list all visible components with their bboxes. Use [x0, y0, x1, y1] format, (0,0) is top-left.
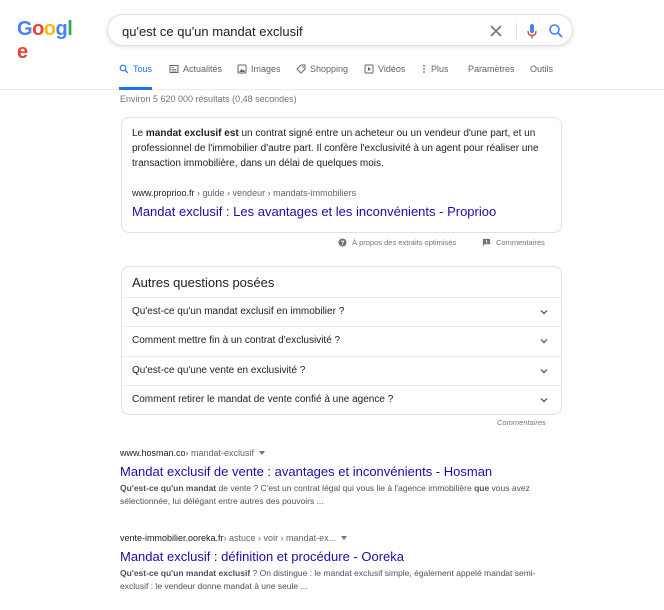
search-box [107, 14, 573, 46]
paa-question-text: Comment mettre fin à un contrat d'exclusivité ? [132, 335, 341, 346]
chevron-down-icon [539, 395, 549, 405]
search-icon [119, 64, 129, 74]
logo-letter: l [67, 18, 73, 40]
featured-text-rest: un contrat signé entre un acheteur ou un vendeur d'une part, et un professionnel de l'immobilier d'autre part. Il confère l'exclusivité à un agent pour réaliser une transaction immobilière, dans un délai de quelques mois. [132, 128, 539, 169]
search-tabs [119, 60, 659, 90]
paa-question-text: Qu'est-ce qu'un mandat exclusif en immobilier ? [132, 305, 345, 317]
more-vert-icon [421, 64, 427, 74]
result-description [120, 567, 540, 593]
featured-title-link[interactable]: Mandat exclusif : Les avantages et les inconvénients - Proprioo [132, 204, 497, 219]
chevron-down-icon [539, 366, 549, 376]
image-icon [237, 64, 247, 74]
desc-bold: que [474, 483, 490, 493]
tab-label: Vidéos [378, 64, 406, 74]
about-snippets-link[interactable] [338, 236, 456, 248]
tab-shopping[interactable] [296, 60, 348, 90]
google-logo[interactable] [17, 18, 77, 63]
tab-label: Outils [530, 64, 554, 74]
result-breadcrumb: › astuce › voir › mandat-ex... [223, 533, 337, 543]
featured-snippet [121, 117, 562, 233]
paa-question-text: Comment retirer le mandat de vente confié à une agence ? [132, 394, 394, 405]
logo-letter: G [17, 18, 33, 40]
microphone-icon[interactable] [522, 21, 542, 41]
result-title-link[interactable]: Mandat exclusif de vente : avantages et inconvénients - Hosman [120, 464, 493, 479]
logo-letter: o [43, 18, 56, 40]
help-icon [338, 238, 347, 247]
tab-parametres[interactable] [468, 60, 515, 90]
people-also-ask [121, 266, 562, 415]
logo-letter: o [32, 18, 44, 40]
snippet-feedback-link[interactable] [482, 236, 545, 248]
desc-text: ? On distingue : le mandat exclusif simple, également appelé mandat semi-exclusif : le vendeur donne mandat à une seule ... [120, 568, 536, 591]
paa-feedback-link[interactable]: Commentaires [497, 418, 546, 427]
search-divider [516, 23, 517, 39]
snippet-feedback-label: Commentaires [496, 237, 545, 247]
tab-plus[interactable] [421, 60, 449, 90]
logo-letter: e [17, 41, 28, 63]
about-snippets-label: À propos des extraits optimisés [352, 237, 457, 247]
paa-question-text: Qu'est-ce qu'une vente en exclusivité ? [132, 364, 306, 376]
featured-text-bold: mandat exclusif est [145, 128, 239, 139]
tag-icon [296, 64, 306, 74]
chevron-down-icon [539, 307, 549, 317]
tab-images[interactable] [237, 60, 281, 90]
paa-title: Autres questions posées [132, 275, 275, 290]
tab-label: Shopping [310, 64, 349, 74]
featured-text-start: Le [132, 128, 146, 139]
search-result [120, 531, 560, 593]
desc-bold: Qu'est-ce qu'un mandat exclusif [120, 568, 251, 578]
result-domain: vente-immobilier.ooreka.fr [120, 533, 224, 543]
tab-label: Plus [431, 64, 449, 74]
result-title-link[interactable]: Mandat exclusif : définition et procédure - Ooreka [120, 549, 404, 564]
paa-question[interactable] [122, 385, 561, 415]
desc-text: de vente ? C'est un contrat légal qui vous lie à l'agence immobilière [216, 483, 475, 493]
feedback-icon [482, 238, 491, 247]
featured-text [132, 126, 552, 171]
paa-question[interactable] [122, 326, 561, 356]
result-url [120, 446, 560, 460]
caret-down-icon[interactable] [341, 536, 347, 540]
clear-icon[interactable] [486, 21, 506, 41]
tab-videos[interactable] [364, 60, 405, 90]
result-domain: www.hosman.co [120, 448, 186, 458]
desc-text: vous avez sélectionnée, lui délégant entre autres des pouvoirs ... [120, 483, 530, 506]
desc-bold: Qu'est-ce qu'un mandat [120, 483, 217, 493]
tab-tous[interactable] [119, 60, 152, 90]
tab-label: Images [251, 64, 281, 74]
paa-question[interactable] [122, 297, 561, 327]
news-icon [169, 64, 179, 74]
featured-url [132, 188, 356, 198]
featured-domain: www.proprioo.fr [132, 188, 195, 198]
search-result [120, 446, 560, 508]
chevron-down-icon [539, 336, 549, 346]
svg-text:?: ? [340, 239, 345, 247]
result-breadcrumb: › mandat-exclusif [185, 448, 255, 458]
paa-question[interactable] [122, 356, 561, 386]
result-url [120, 531, 560, 545]
tab-label: Paramètres [468, 64, 515, 74]
header [0, 0, 664, 90]
caret-down-icon[interactable] [259, 451, 265, 455]
search-input[interactable] [122, 21, 472, 41]
logo-letter: g [55, 18, 68, 40]
featured-breadcrumb: › guide › vendeur › mandats-immobiliers [194, 188, 357, 198]
search-icon[interactable] [546, 21, 566, 41]
tab-label: Actualités [183, 64, 223, 74]
result-stats: Environ 5 620 000 résultats (0,48 secondes) [120, 94, 297, 104]
tab-actualites[interactable] [169, 60, 222, 90]
play-icon [364, 64, 374, 74]
tab-outils[interactable] [530, 60, 553, 90]
result-description [120, 482, 540, 508]
tab-label: Tous [133, 64, 153, 74]
